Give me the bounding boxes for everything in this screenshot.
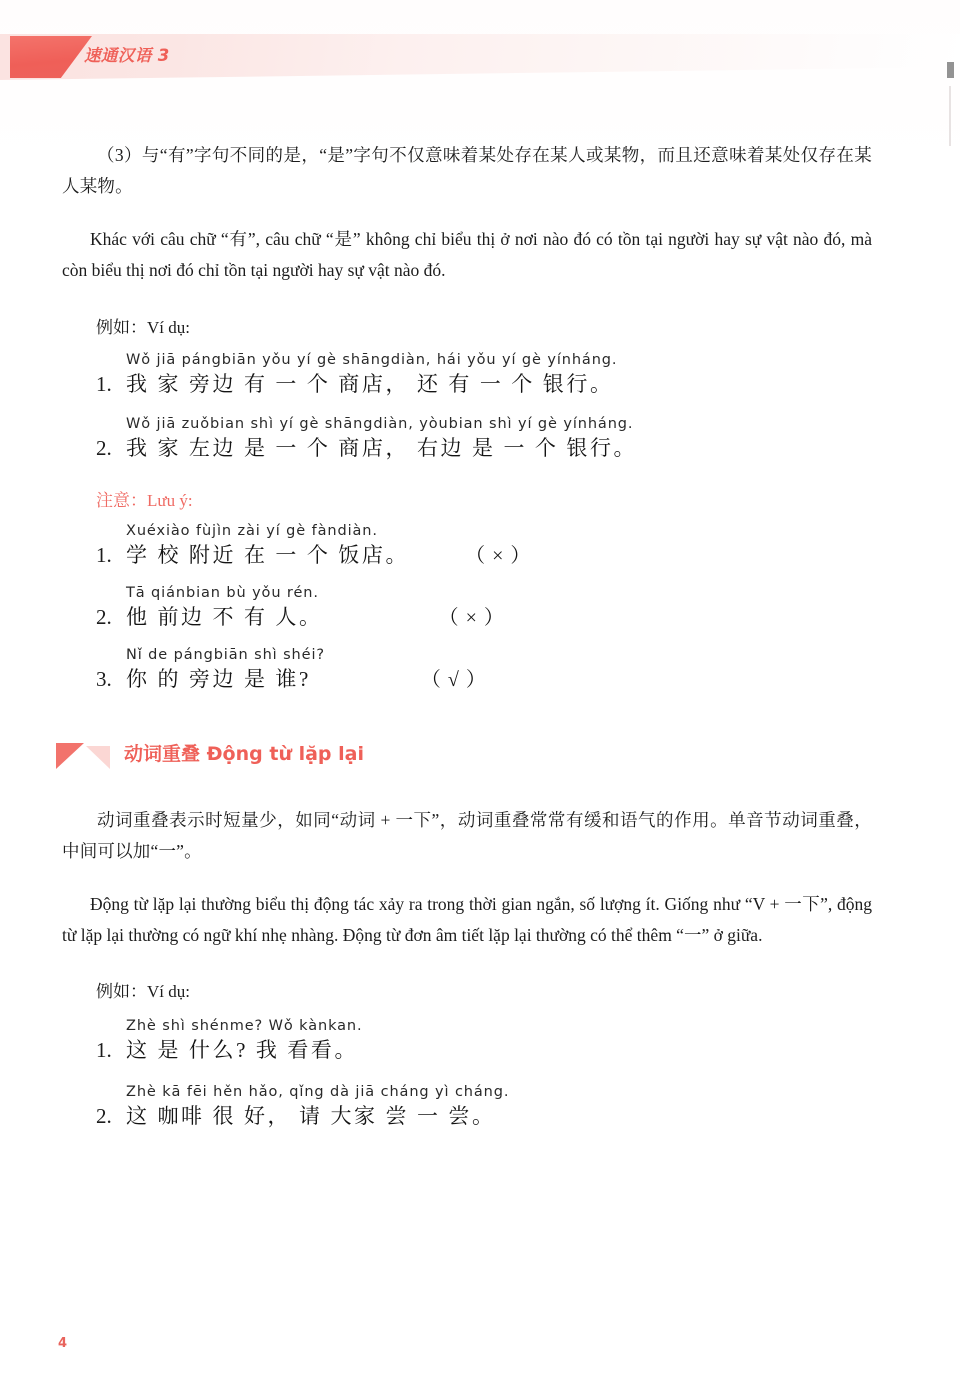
example-pinyin: Zhè shì shénme? Wǒ kànkan. [126, 1018, 363, 1035]
note-example-number: 3. [96, 666, 112, 691]
correctness-mark: （ √ ） [420, 668, 487, 691]
note-example-number: 2. [96, 604, 112, 629]
example-label-verb-reduplication: 例如：Ví dụ: [96, 982, 190, 1002]
page-content [62, 0, 872, 1130]
example-sentence-row [96, 368, 872, 398]
scan-artifact-mark [947, 62, 954, 78]
verb-reduplication-chinese-paragraph: 动词重叠表示时短量少，如同“动词 + 一下”，动词重叠常常有缓和语气的作用。单音节动词重叠，中间可以加“一”。 [62, 809, 872, 861]
example-label-intro: 例如：Ví dụ: [96, 317, 190, 337]
example-hanzi: 我 家 旁边 有 一 个 商店， 还 有 一 个 银行。 [126, 371, 614, 396]
note-example-item [62, 585, 872, 631]
triangle-dark-icon [56, 743, 84, 769]
example-sentence-row [96, 432, 872, 462]
section-title-vietnamese: Động từ lặp lại [206, 742, 364, 765]
note-example-item [62, 647, 872, 693]
note-example-pinyin: Xuéxiào fùjìn zài yí gè fàndiàn. [126, 522, 378, 539]
note-example-pinyin: Tā qiánbian bù yǒu rén. [126, 584, 319, 601]
example-pinyin: Wǒ jiā pángbiān yǒu yí gè shāngdiàn, hái yǒu yí gè yínháng. [126, 351, 618, 368]
example-item [62, 1084, 872, 1130]
note-label: 注意：Lưu ý: [96, 490, 193, 510]
scan-artifact-line [949, 86, 951, 146]
triangle-light-icon [86, 746, 110, 769]
example-pinyin: Wǒ jiā zuǒbian shì yí gè shāngdiàn, yòubian shì yí gè yínháng. [126, 415, 634, 432]
example-item [62, 416, 872, 462]
example-pinyin: Zhè kā fēi hěn hǎo, qǐng dà jiā cháng yì cháng. [126, 1084, 510, 1101]
example-number: 1. [96, 371, 112, 396]
note-example-hanzi: 学 校 附近 在 一 个 饭店。 [126, 542, 410, 567]
example-number: 2. [96, 1104, 112, 1129]
example-number: 1. [96, 1038, 112, 1063]
note-example-number: 1. [96, 542, 112, 567]
example-hanzi: 这 是 什么? 我 看看。 [126, 1038, 359, 1063]
page-number: 4 [58, 1336, 68, 1351]
verb-reduplication-vietnamese-paragraph: Động từ lặp lại thường biểu thị động tác xảy ra trong thời gian ngắn, số lượng ít. Giống như “V + 一下”, động từ lặp lại thường có ngữ khí nhẹ nhàng. Động từ đơn âm tiết lặp lại thường có thể thêm “一” ở giữa. [62, 893, 872, 945]
book-title: 速通汉语 3 [84, 46, 170, 65]
note-example-item [62, 523, 872, 569]
section-title-chinese: 动词重叠 [124, 742, 201, 765]
note-example-pinyin: Nǐ de pángbiān shì shéi? [126, 646, 325, 663]
note-example-hanzi: 他 前边 不 有 人。 [126, 604, 323, 629]
intro-chinese-paragraph: （3）与“有”字句不同的是，“是”字句不仅意味着某处存在某人或某物，而且还意味着某处仅存在某人某物。 [62, 145, 872, 197]
example-number: 2. [96, 435, 112, 460]
example-hanzi: 这 咖啡 很 好， 请 大家 尝 一 尝。 [126, 1104, 496, 1129]
example-item [62, 1018, 872, 1064]
correctness-mark: （ × ） [438, 606, 505, 629]
note-example-sentence-row [96, 663, 872, 693]
example-hanzi: 我 家 左边 是 一 个 商店， 右边 是 一 个 银行。 [126, 435, 638, 460]
note-example-hanzi: 你 的 旁边 是 谁? [126, 666, 311, 691]
note-example-sentence-row [96, 601, 872, 631]
example-sentence-row [96, 1034, 872, 1064]
triangle-marker-group [56, 743, 126, 773]
example-item [62, 352, 872, 398]
example-sentence-row [96, 1100, 872, 1130]
intro-vietnamese-paragraph: Khác với câu chữ “有”, câu chữ “是” không chỉ biểu thị ở nơi nào đó có tồn tại người hay sự vật nào đó, mà còn biểu thị nơi đó chỉ tồn tại người hay sự vật nào đó. [62, 229, 872, 281]
section-title-text [124, 739, 364, 766]
correctness-mark: （ × ） [465, 544, 532, 567]
note-example-sentence-row [96, 539, 872, 569]
section-heading [62, 739, 872, 779]
